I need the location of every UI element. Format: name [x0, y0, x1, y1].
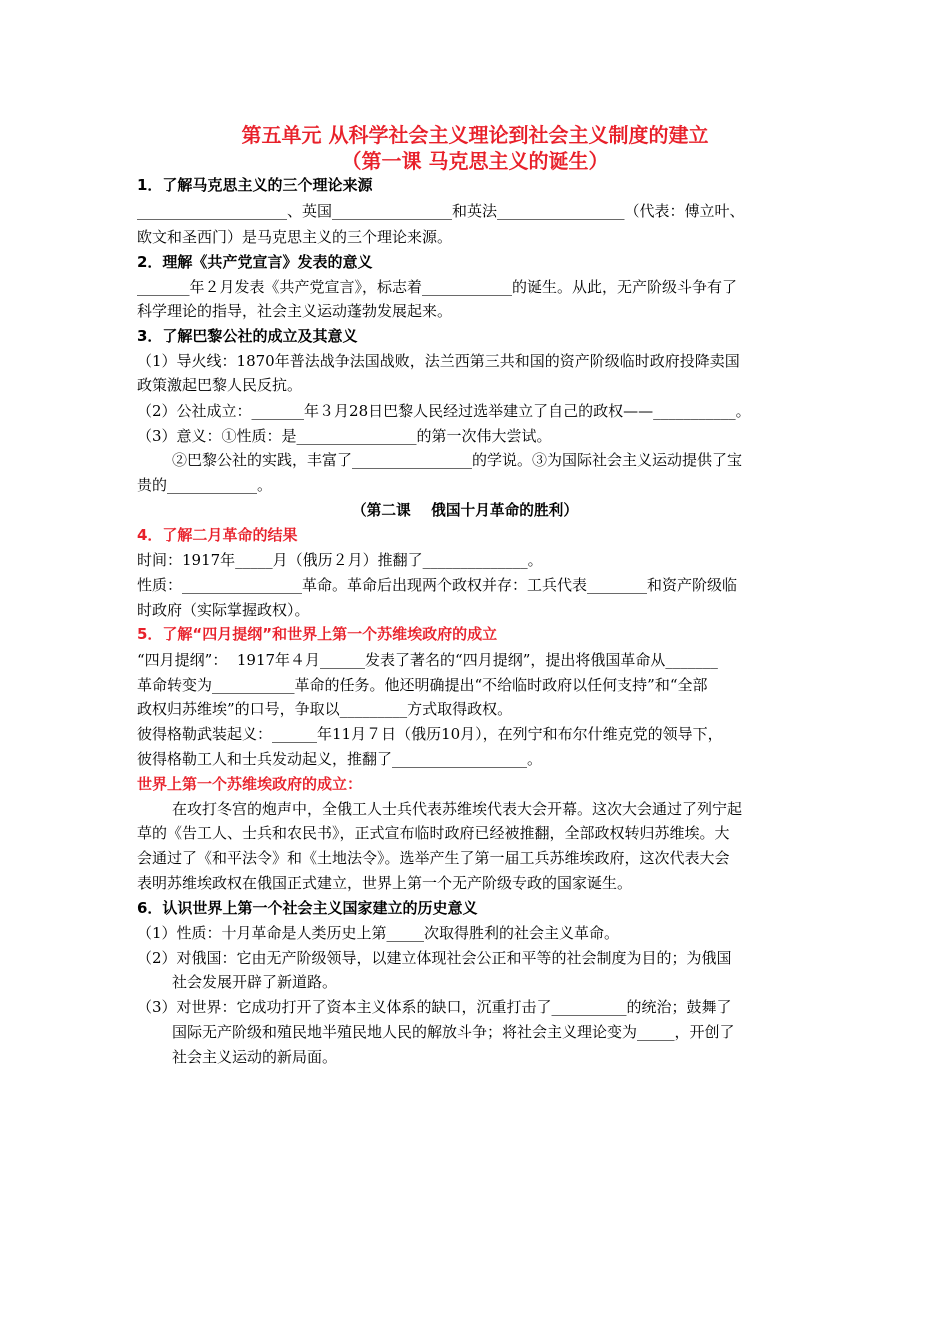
heading-6: 6．认识世界上第一个社会主义国家建立的历史意义	[137, 899, 478, 917]
text-line: “四月提纲”： 1917年４月______发表了著名的“四月提纲”，提出将俄国革命从_______	[137, 651, 718, 669]
text-line: （2）对俄国：它由无产阶级领导，以建立体现社会公正和平等的社会制度为目的；为俄国	[137, 949, 732, 967]
text-line: （1）导火线：1870年普法战争法国战败，法兰西第三共和国的资产阶级临时政府投降卖国	[137, 352, 740, 370]
text-line: 时间：1917年_____月（俄历２月）推翻了______________。	[137, 551, 543, 569]
text-line: （3）意义：①性质：是________________的第一次伟大尝试。	[137, 427, 552, 445]
lesson-2-title: （第二课 俄国十月革命的胜利）	[351, 501, 579, 519]
text-line: 社会发展开辟了新道路。	[172, 973, 338, 991]
text-line: 彼得格勒武装起义：______年11月７日（俄历10月），在列宁和布尔什维克党的领导下，	[137, 725, 723, 743]
text-line: ____________________、英国________________和英法_________________（代表：傅立叶、	[137, 202, 745, 220]
heading-1: 1．了解马克思主义的三个理论来源	[137, 176, 373, 194]
subheading-soviet-government: 世界上第一个苏维埃政府的成立：	[137, 775, 363, 793]
heading-2: 2．理解《共产党宣言》发表的意义	[137, 253, 373, 271]
text-line: 性质：________________革命。革命后出现两个政权并存：工兵代表________和资产阶级临	[137, 576, 738, 594]
text-line: 贵的____________。	[137, 476, 273, 494]
heading-4: 4．了解二月革命的结果	[137, 526, 298, 544]
text-line: 会通过了《和平法令》和《土地法令》。选举产生了第一届工兵苏维埃政府，这次代表大会	[137, 849, 730, 867]
text-line: 社会主义运动的新局面。	[172, 1048, 338, 1066]
text-line: 政权归苏维埃”的口号，争取以_________方式取得政权。	[137, 700, 513, 718]
unit-title: 第五单元 从科学社会主义理论到社会主义制度的建立	[241, 123, 709, 147]
text-line: （3）对世界：它成功打开了资本主义体系的缺口，沉重打击了__________的统治；鼓舞了	[137, 998, 732, 1016]
text-line: （2）公社成立：_______年３月28日巴黎人民经过选举建立了自己的政权——___________。	[137, 402, 751, 420]
text-line: 时政府（实际掌握政权）。	[137, 601, 310, 619]
text-line: 在攻打冬宫的炮声中，全俄工人士兵代表苏维埃代表大会开幕。这次大会通过了列宁起	[172, 800, 743, 818]
lesson-1-title: （第一课 马克思主义的诞生）	[341, 149, 609, 173]
heading-3: 3．了解巴黎公社的成立及其意义	[137, 327, 358, 345]
text-line: 草的《告工人、士兵和农民书》，正式宣布临时政府已经被推翻，全部政权转归苏维埃。大	[137, 824, 730, 842]
text-line: 科学理论的指导，社会主义运动蓬勃发展起来。	[137, 302, 453, 320]
text-line: ②巴黎公社的实践，丰富了________________的学说。③为国际社会主义运动提供了宝	[172, 451, 743, 469]
text-line: 欧文和圣西门）是马克思主义的三个理论来源。	[137, 228, 453, 246]
text-line: 国际无产阶级和殖民地半殖民地人民的解放斗争；将社会主义理论变为_____，开创了	[172, 1023, 735, 1041]
heading-5: 5．了解“四月提纲”和世界上第一个苏维埃政府的成立	[137, 625, 498, 643]
text-line: 革命转变为___________革命的任务。他还明确提出“不给临时政府以任何支持”和“全部	[137, 676, 708, 694]
text-line: （1）性质：十月革命是人类历史上第_____次取得胜利的社会主义革命。	[137, 924, 620, 942]
text-line: 政策激起巴黎人民反抗。	[137, 376, 303, 394]
text-line: _______年２月发表《共产党宣言》，标志着____________的诞生。从此，无产阶级斗争有了	[137, 278, 738, 296]
text-line: 彼得格勒工人和士兵发动起义，推翻了__________________。	[137, 750, 543, 768]
text-line: 表明苏维埃政权在俄国正式建立，世界上第一个无产阶级专政的国家诞生。	[137, 874, 633, 892]
